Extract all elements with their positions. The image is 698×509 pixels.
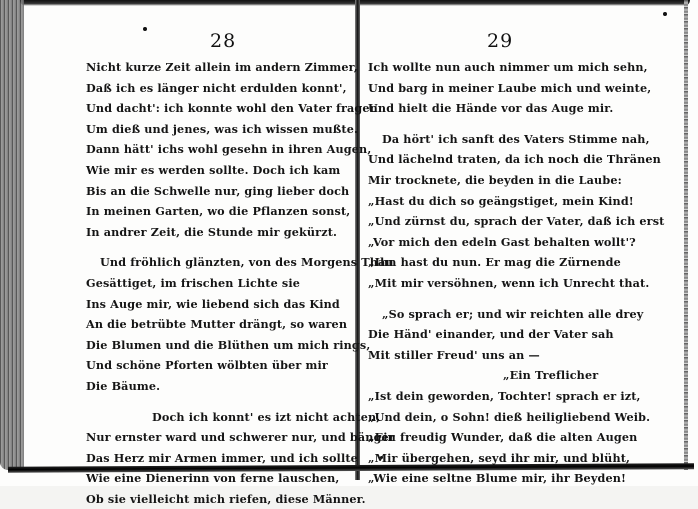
text-line: Daß ich es länger nicht erdulden konnt',: [86, 80, 347, 95]
text-line: „So sprach er; und wir reichten alle drey: [382, 306, 644, 321]
text-line: „Mit mir versöhnen, wenn ich Unrecht that.: [368, 275, 650, 290]
text-line: Doch ich konnt' es izt nicht achten,: [152, 409, 381, 424]
text-line: Mir trocknete, die beyden in die Laube:: [368, 172, 622, 187]
text-line: Nur ernster ward und schwerer nur, und bänger: [86, 430, 395, 445]
text-line: Das Herz mir Armen immer, und ich sollte: [86, 450, 358, 465]
text-line: Die Blumen und die Blüthen um mich rings,: [86, 337, 371, 352]
text-line: „Mir übergehen, seyd ihr mir, und blüht,: [368, 450, 631, 465]
text-line: „Und zürnst du, sprach der Vater, daß ich erst: [368, 214, 665, 229]
text-line: Ob sie vielleicht mich riefen, diese Männer.: [86, 491, 366, 506]
text-line: Und fröhlich glänzten, von des Morgens Thau: [100, 255, 394, 270]
text-line: Und hielt die Hände vor das Auge mir.: [368, 101, 614, 116]
text-line: „Wie eine seltne Blume mir, ihr Beyden!: [368, 471, 627, 486]
text-line: Ins Auge mir, wie liebend sich das Kind: [86, 296, 340, 311]
text-line: „Hast du dich so geängstiget, mein Kind!: [368, 193, 634, 208]
text-line: Wie mir es werden sollte. Doch ich kam: [86, 162, 341, 177]
text-line: „Und dein, o Sohn! dieß heiligliebend Weib.: [368, 409, 651, 424]
text-line: „Ihn hast du nun. Er mag die Zürnende: [368, 255, 621, 270]
text-line: „Ein freudig Wunder, daß die alten Augen: [368, 430, 638, 445]
text-line: Bis an die Schwelle nur, ging lieber doch: [86, 183, 350, 198]
page-number: 28: [210, 30, 237, 52]
text-line: Die Händ' einander, und der Vater sah: [368, 327, 614, 342]
text-line: „Ist dein geworden, Tochter! sprach er izt,: [368, 388, 641, 403]
page-text: [368, 57, 665, 489]
text-line: Gesättiget, im frischen Lichte sie: [86, 275, 301, 290]
text-line: Um dieß und jenes, was ich wissen mußte.: [86, 121, 359, 136]
text-line: Nicht kurze Zeit allein im andern Zimmer,: [86, 60, 358, 74]
text-line: Und lächelnd traten, da ich noch die Thränen: [368, 152, 661, 167]
text-line: In andrer Zeit, die Stunde mir gekürzt.: [86, 224, 338, 239]
page-text: [86, 57, 395, 509]
book-right-page-edges: [684, 0, 688, 470]
text-line: Wie eine Dienerinn von ferne lauschen,: [86, 471, 340, 486]
text-line: Da hört' ich sanft des Vaters Stimme nah,: [382, 131, 650, 146]
text-line: „Ein Treflicher: [503, 368, 599, 383]
text-line: Und schöne Pforten wölbten über mir: [86, 358, 328, 373]
text-line: Die Bäume.: [86, 378, 161, 393]
book-left-page-edges: [0, 0, 24, 470]
ink-speck: [143, 27, 147, 31]
text-line: An die betrübte Mutter drängt, so waren: [86, 317, 348, 332]
ink-speck: [663, 12, 667, 16]
text-line: Und barg in meiner Laube mich und weinte,: [368, 80, 652, 95]
text-line: „Vor mich den edeln Gast behalten wollt'?: [368, 234, 636, 249]
text-line: Mit stiller Freud' uns an —: [368, 347, 540, 362]
text-line: Ich wollte nun auch nimmer um mich sehn,: [368, 60, 648, 74]
page-number: 29: [487, 30, 514, 52]
text-line: Dann hätt' ichs wohl gesehn in ihren Augen,: [86, 142, 372, 157]
text-line: In meinen Garten, wo die Pflanzen sonst,: [86, 204, 351, 219]
text-line: Und dacht': ich konnte wohl den Vater fragen: [86, 101, 378, 116]
